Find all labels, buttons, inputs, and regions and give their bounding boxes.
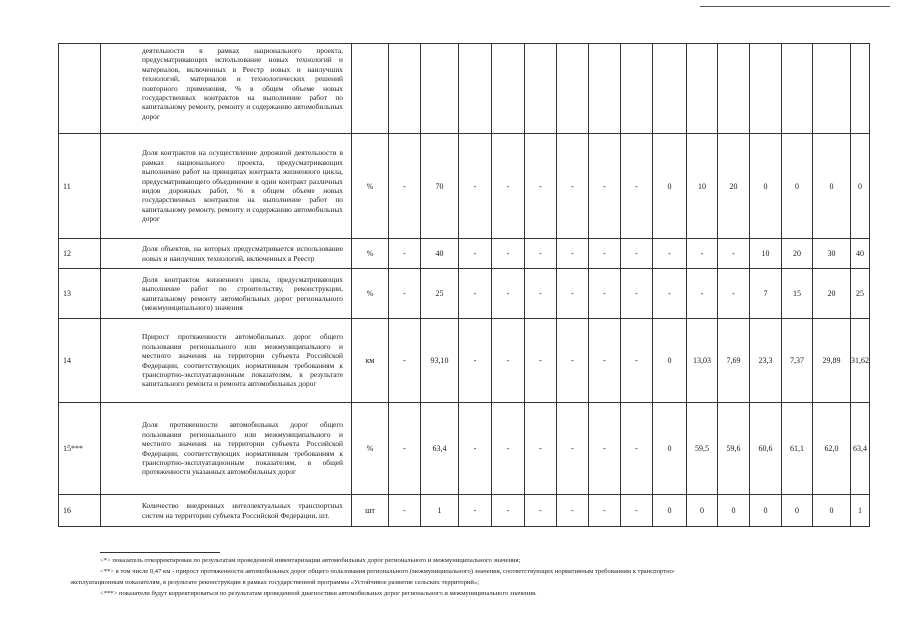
unit-cell: км [352, 319, 389, 403]
value-cell: - [687, 269, 718, 319]
value-cell [589, 44, 621, 134]
indicator-description: деятельности в рамках национального проекта, предусматривающих использование новых технологий и материалов, включенных в Реестр новых и наилучших технологий, материалов и технологических решений повторного применения, % в общем объеме новых государственных контрактов на выполнение работ по капитальному ремонту, ремонту и содержанию автомобильных дорог [101, 44, 352, 134]
value-cell: - [718, 269, 750, 319]
value-cell: 0 [653, 319, 687, 403]
value-cell: 0 [653, 403, 687, 495]
value-cell: - [492, 319, 525, 403]
footnote-1: <*> показатель откорректирован по результатам проведенной инвентаризации автомобильных дорог регионального и межмуниципального значения; [100, 557, 521, 564]
value-cell: - [525, 495, 557, 527]
value-cell: 30 [813, 239, 851, 269]
value-cell [557, 44, 589, 134]
value-cell: - [459, 269, 492, 319]
value-cell [492, 44, 525, 134]
value-cell: - [653, 269, 687, 319]
value-cell [459, 44, 492, 134]
value-cell: - [589, 134, 621, 239]
table-row [59, 269, 870, 319]
value-cell: - [589, 319, 621, 403]
value-cell: - [389, 269, 421, 319]
value-cell: 20 [813, 269, 851, 319]
value-cell: - [459, 239, 492, 269]
value-cell: - [525, 269, 557, 319]
value-cell: 10 [687, 134, 718, 239]
value-cell: - [653, 239, 687, 269]
value-cell: 0 [782, 134, 813, 239]
value-cell: 63,4 [421, 403, 459, 495]
table-row [59, 134, 870, 239]
indicator-description: Доля контрактов жизненного цикла, предусматривающих выполнение работ по строительству, реконструкции, капитальному ремонту автомобильных дорог регионального (межмуниципального) значения [101, 269, 352, 319]
value-cell [718, 44, 750, 134]
value-cell: 0 [653, 134, 687, 239]
value-cell: - [492, 269, 525, 319]
indicator-description: Количество внедренных интеллектуальных транспортных систем на территории субъекта Российской Федерации, шт. [101, 495, 352, 527]
value-cell: - [621, 319, 653, 403]
row-number: 13 [59, 269, 101, 319]
value-cell: 25 [421, 269, 459, 319]
table-row [59, 239, 870, 269]
value-cell: - [459, 134, 492, 239]
value-cell: 0 [718, 495, 750, 527]
value-cell [525, 44, 557, 134]
value-cell: - [621, 495, 653, 527]
value-cell: 13,03 [687, 319, 718, 403]
value-cell: - [557, 403, 589, 495]
unit-cell: % [352, 403, 389, 495]
footnote-2-line-2: эксплуатационным показателям, в результате реконструкции в рамках государственной программы «Устойчивое развитие сельских территорий»; [70, 579, 480, 586]
value-cell: - [525, 403, 557, 495]
footnote-3: <***> показатели будут корректироваться по результатам проведенной диагностики автомобильных дорог регионального и межмуниципального значения. [100, 590, 537, 597]
value-cell: - [459, 319, 492, 403]
indicator-description: Доля объектов, на которых предусматривается использование новых и наилучших технологий, включенных в Реестр [101, 239, 352, 269]
value-cell: 7,69 [718, 319, 750, 403]
value-cell: - [389, 403, 421, 495]
value-cell: - [557, 319, 589, 403]
value-cell: - [525, 239, 557, 269]
unit-cell: % [352, 134, 389, 239]
row-number: 16 [59, 495, 101, 527]
value-cell: - [589, 403, 621, 495]
value-cell: 23,3 [750, 319, 782, 403]
value-cell: - [557, 134, 589, 239]
footnotes [60, 552, 880, 599]
value-cell: - [459, 403, 492, 495]
value-cell [782, 44, 813, 134]
value-cell: 93,10 [421, 319, 459, 403]
value-cell [851, 44, 870, 134]
value-cell: 1 [851, 495, 870, 527]
indicator-description: Прирост протяженности автомобильных дорог общего пользования регионального или межмуниципального и местного значения на территории субъекта Российской Федерации, соответствующих нормативным требованиям к транспортно-эксплуатационным показателям, в результате капитального ремонта и ремонта автомобильных дорог [101, 319, 352, 403]
value-cell: - [525, 319, 557, 403]
unit-cell: % [352, 239, 389, 269]
value-cell: - [557, 239, 589, 269]
value-cell: 25 [851, 269, 870, 319]
table-row [59, 319, 870, 403]
unit-cell [352, 44, 389, 134]
value-cell: 0 [687, 495, 718, 527]
value-cell: - [389, 134, 421, 239]
value-cell: 0 [653, 495, 687, 527]
value-cell: - [589, 269, 621, 319]
value-cell: 59,6 [718, 403, 750, 495]
value-cell: - [687, 239, 718, 269]
value-cell [621, 44, 653, 134]
value-cell: - [589, 239, 621, 269]
value-cell: 20 [718, 134, 750, 239]
unit-cell: шт [352, 495, 389, 527]
value-cell: 10 [750, 239, 782, 269]
indicator-description: Доля контрактов на осуществление дорожной деятельности в рамках национального проекта, предусматривающих выполнение работ на принципах контракта жизненного цикла, предусматривающего объединение в один контракт различных видов дорожных работ, % в общем объеме новых государственных контрактов на выполнение работ по капитальному ремонту, ремонту и содержанию автомобильных дорог [101, 134, 352, 239]
indicators-table [58, 43, 870, 527]
value-cell: - [589, 495, 621, 527]
value-cell: 20 [782, 239, 813, 269]
value-cell: - [389, 239, 421, 269]
value-cell: 70 [421, 134, 459, 239]
value-cell: - [389, 319, 421, 403]
value-cell: 1 [421, 495, 459, 527]
indicator-description: Доля протяженности автомобильных дорог общего пользования регионального или межмуниципального и местного значения на территории субъекта Российской Федерации, соответствующих нормативным требованиям к транспортно-эксплуатационным показателям, в общей протяженности указанных автомобильных дорог [101, 403, 352, 495]
value-cell: - [557, 495, 589, 527]
value-cell [813, 44, 851, 134]
value-cell: 0 [750, 495, 782, 527]
value-cell: - [621, 269, 653, 319]
value-cell: 40 [851, 239, 870, 269]
table-row [59, 495, 870, 527]
footnote-2-line-1: <**> в том числе 0,47 км - прирост протяженности автомобильных дорог общего пользования регионального (межмуниципального) значения, соответствующих нормативным требованиям к транспортно- [100, 568, 676, 575]
footnote-rule [100, 552, 220, 553]
value-cell: - [621, 239, 653, 269]
value-cell: - [389, 495, 421, 527]
value-cell: 62,0 [813, 403, 851, 495]
value-cell: 0 [750, 134, 782, 239]
value-cell: - [525, 134, 557, 239]
value-cell: 7 [750, 269, 782, 319]
value-cell [389, 44, 421, 134]
row-number: 15*** [59, 403, 101, 495]
indicators-table-body [59, 44, 870, 527]
row-number: 12 [59, 239, 101, 269]
table-row [59, 403, 870, 495]
value-cell: 60,6 [750, 403, 782, 495]
value-cell: 31,62 [851, 319, 870, 403]
row-number: 14 [59, 319, 101, 403]
value-cell [421, 44, 459, 134]
value-cell: - [492, 239, 525, 269]
value-cell: 59,5 [687, 403, 718, 495]
value-cell: 0 [851, 134, 870, 239]
row-number: 11 [59, 134, 101, 239]
value-cell: - [621, 403, 653, 495]
value-cell: 15 [782, 269, 813, 319]
value-cell: 29,89 [813, 319, 851, 403]
value-cell [687, 44, 718, 134]
unit-cell: % [352, 269, 389, 319]
value-cell: 40 [421, 239, 459, 269]
value-cell: - [492, 134, 525, 239]
value-cell: 63,4 [851, 403, 870, 495]
value-cell: 7,37 [782, 319, 813, 403]
top-edge-line [700, 6, 890, 7]
value-cell: 0 [813, 134, 851, 239]
value-cell: - [492, 403, 525, 495]
value-cell: - [459, 495, 492, 527]
value-cell: 0 [813, 495, 851, 527]
value-cell [750, 44, 782, 134]
value-cell: 0 [782, 495, 813, 527]
value-cell: - [621, 134, 653, 239]
value-cell: - [557, 269, 589, 319]
value-cell: - [718, 239, 750, 269]
row-number [59, 44, 101, 134]
value-cell: - [492, 495, 525, 527]
value-cell [653, 44, 687, 134]
value-cell: 61,1 [782, 403, 813, 495]
table-row [59, 44, 870, 134]
